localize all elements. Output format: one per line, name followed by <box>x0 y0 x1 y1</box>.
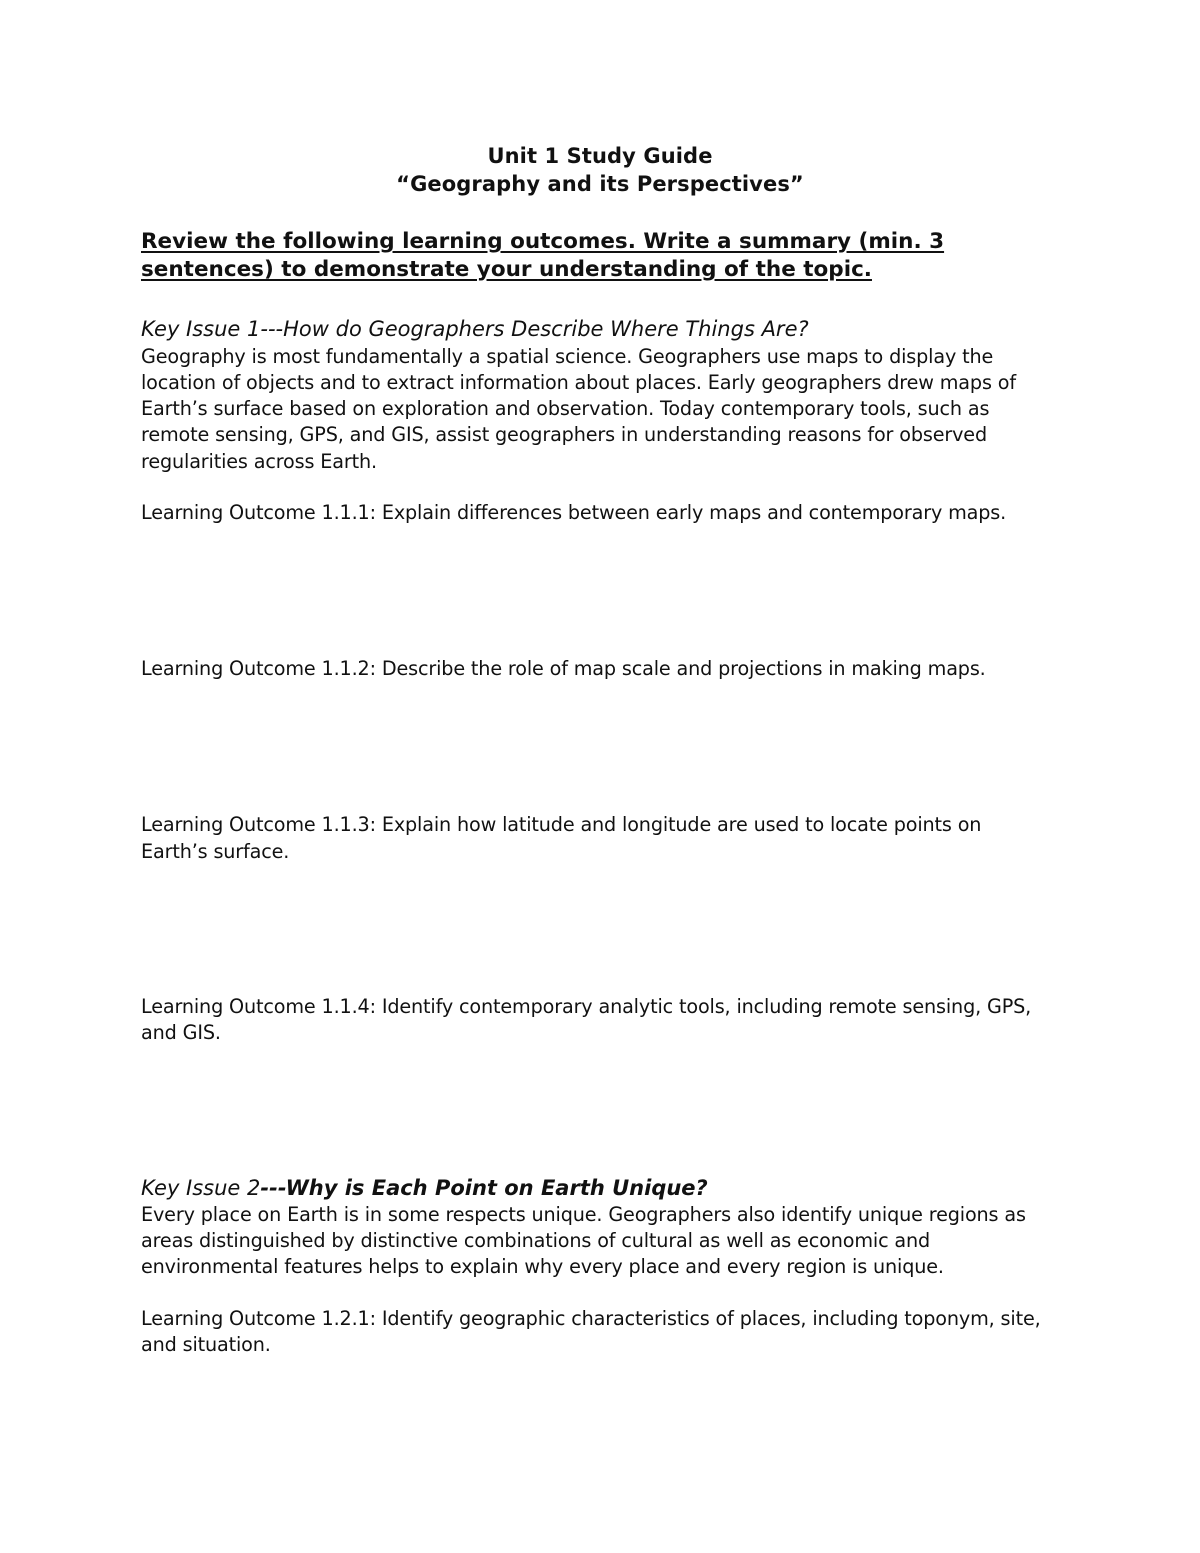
key-issue-2-text-line: areas distinguished by distinctive combinations of cultural as well as economic and <box>141 1229 931 1252</box>
page-subtitle: “Geography and its Perspectives” <box>396 172 804 196</box>
key-issue-1-text-line: remote sensing, GPS, and GIS, assist geographers in understanding reasons for observed <box>141 423 987 446</box>
key-issue-1-text-line: Earth’s surface based on exploration and observation. Today contemporary tools, such as <box>141 397 990 420</box>
learning-outcome-1-2-1: Learning Outcome 1.2.1: Identify geographic characteristics of places, including toponym, site, <box>141 1307 1041 1330</box>
learning-outcome-1-1-4-continued: and GIS. <box>141 1021 221 1044</box>
key-issue-2-heading-prefix: Key Issue 2 <box>141 1176 261 1200</box>
instructions-line-1: Review the following learning outcomes. Write a summary (min. 3 <box>141 229 945 254</box>
key-issue-2-text-line: environmental features helps to explain why every place and every region is unique. <box>141 1255 944 1278</box>
instructions-line-2: sentences) to demonstrate your understanding of the topic. <box>141 257 872 282</box>
learning-outcome-1-1-1: Learning Outcome 1.1.1: Explain differences between early maps and contemporary maps. <box>141 501 1007 524</box>
learning-outcome-1-1-3: Learning Outcome 1.1.3: Explain how latitude and longitude are used to locate points on <box>141 813 982 836</box>
learning-outcome-1-2-1-continued: and situation. <box>141 1333 271 1356</box>
key-issue-1-text-line: regularities across Earth. <box>141 450 377 473</box>
key-issue-2-text-line: Every place on Earth is in some respects unique. Geographers also identify unique regions as <box>141 1203 1026 1226</box>
learning-outcome-1-1-3-continued: Earth’s surface. <box>141 840 290 863</box>
key-issue-1-text-line: location of objects and to extract information about places. Early geographers drew maps of <box>141 371 1016 394</box>
learning-outcome-1-1-4: Learning Outcome 1.1.4: Identify contemporary analytic tools, including remote sensing, GPS, <box>141 995 1032 1018</box>
key-issue-1-heading: Key Issue 1---How do Geographers Describe Where Things Are? <box>141 317 809 341</box>
key-issue-2-heading <box>141 1176 708 1200</box>
key-issue-2-heading-rest: ---Why is Each Point on Earth Unique? <box>260 1176 708 1200</box>
learning-outcome-1-1-2: Learning Outcome 1.1.2: Describe the role of map scale and projections in making maps. <box>141 657 986 680</box>
page-title: Unit 1 Study Guide <box>487 144 713 168</box>
key-issue-1-text-line: Geography is most fundamentally a spatial science. Geographers use maps to display the <box>141 345 994 368</box>
